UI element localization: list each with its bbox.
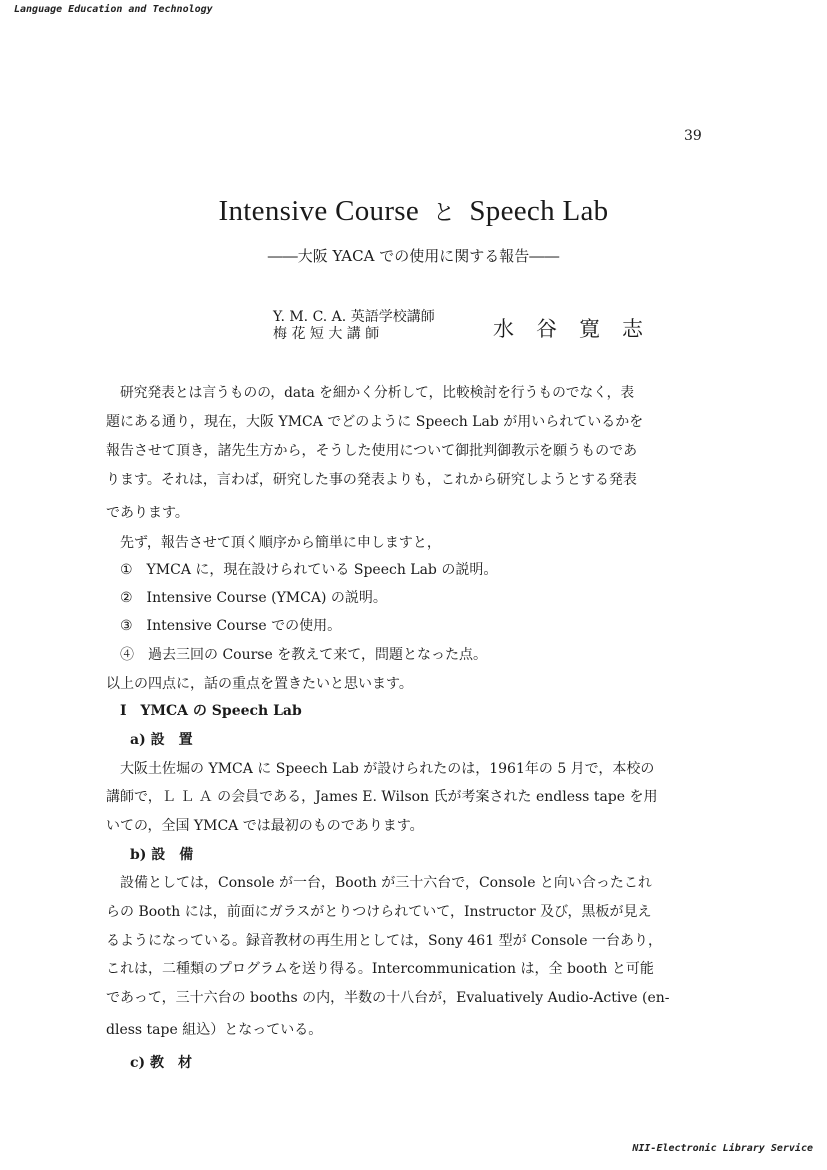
title-connector: と — [433, 200, 456, 225]
page-footer: NII-Electronic Library Service — [632, 1143, 813, 1154]
paragraph-line: 題にある通り，現在，大阪 YMCA でどのように Speech Lab が用いられているかを — [106, 414, 644, 430]
paragraph-line: るようになっている。録音教材の再生用としては，Sony 461 型が Console 一台あり， — [106, 933, 662, 949]
paragraph-line: これは，二種類のプログラムを送り得る。Intercommunication は，全 booth と可能 — [106, 961, 654, 977]
section-heading: c) 教 材 — [130, 1055, 193, 1071]
paragraph-line: ② Intensive Course (YMCA) の説明。 — [120, 590, 387, 606]
paragraph-line: 先ず，報告させて頂く順序から簡単に申しますと， — [120, 535, 441, 551]
section-heading: a) 設 置 — [130, 732, 193, 748]
paragraph-line: らの Booth には，前面にガラスがとりつけられていて，Instructor 及び，黒板が見え — [106, 904, 652, 920]
paragraph-line: 以上の四点に，話の重点を置きたいと思います。 — [106, 676, 413, 692]
paragraph-line: 大阪土佐堀の YMCA に Speech Lab が設けられたのは，1961年の 5 月で，本校の — [120, 761, 655, 777]
paragraph-line: ります。それは，言わば，研究した事の発表よりも，これから研究しようとする発表 — [106, 472, 637, 488]
journal-header: Language Education and Technology — [14, 4, 213, 15]
paragraph-line: いての，全国 YMCA では最初のものであります。 — [106, 818, 424, 834]
affiliation-line-1: Y. M. C. A. 英語学校講師 — [273, 309, 435, 325]
paragraph-line: であって，三十六台の booths の内，半数の十八台が，Evaluatively Audio-Active (en- — [106, 990, 670, 1006]
paragraph-line: 研究発表とは言うものの，data を細かく分析して，比較検討を行うものでなく，表 — [120, 385, 635, 401]
affiliation-line-2: 梅 花 短 大 講 師 — [273, 326, 380, 342]
paragraph-line: dless tape 組込）となっている。 — [106, 1022, 323, 1038]
author-name: 水谷寛志 — [493, 317, 665, 341]
article-subtitle: ――大阪 YACA での使用に関する報告―― — [267, 247, 560, 265]
paragraph-line: ③ Intensive Course での使用。 — [120, 618, 342, 634]
paragraph-line: 講師で，Ｌ Ｌ Ａ の会員である，James E. Wilson 氏が考案された endless tape を用 — [106, 789, 658, 805]
page-number: 39 — [684, 128, 702, 144]
article-title — [0, 195, 827, 228]
title-part-2: Speech Lab — [469, 195, 609, 227]
section-heading: Ⅰ YMCA の Speech Lab — [120, 703, 302, 719]
section-heading: b) 設 備 — [130, 847, 194, 863]
author-affiliations — [273, 309, 435, 343]
paragraph-line: 報告させて頂き，諸先生方から，そうした使用について御批判御教示を願うものであ — [106, 443, 638, 459]
paragraph-line: 設備としては，Console が一台，Booth が三十六台で，Console と向い合ったこれ — [120, 875, 652, 891]
title-part-1: Intensive Course — [218, 195, 420, 227]
paragraph-line: ④ 過去三回の Course を教えて来て，問題となった点。 — [120, 647, 487, 663]
paragraph-line: であります。 — [106, 505, 189, 521]
paragraph-line: ① YMCA に，現在設けられている Speech Lab の説明。 — [120, 562, 498, 578]
